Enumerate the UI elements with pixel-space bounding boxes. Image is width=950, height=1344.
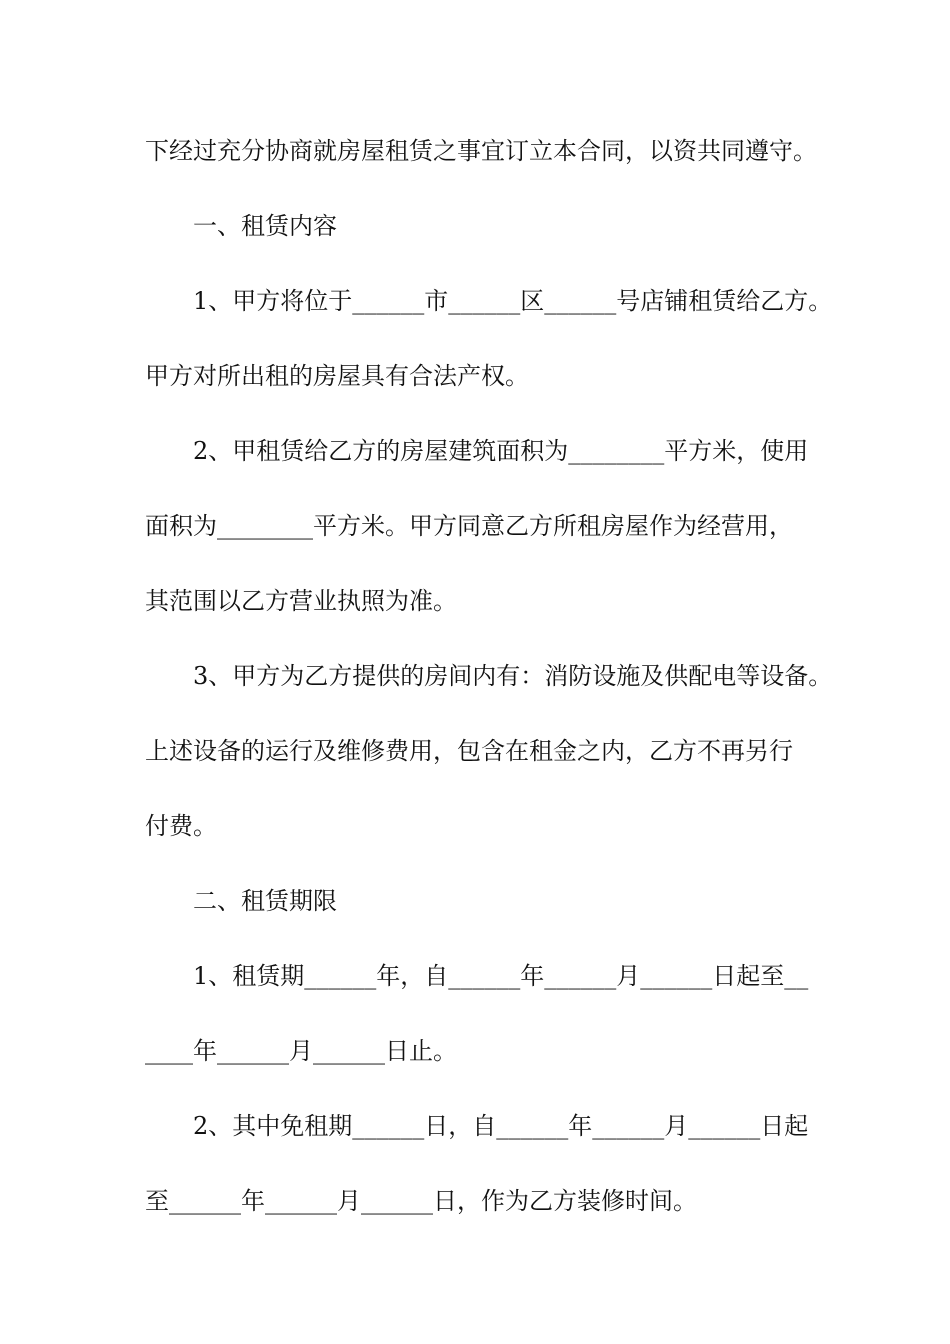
section-heading-rental-term: 二、租赁期限 [193, 887, 337, 915]
section-heading-rental-content: 一、租赁内容 [193, 212, 337, 240]
clause-3-line-3: 付费。 [145, 812, 217, 840]
clause-3-line-1: 3、甲方为乙方提供的房间内有：消防设施及供配电等设备。 [193, 662, 833, 690]
clause-2-line-2: 面积为________平方米。甲方同意乙方所租房屋作为经营用， [145, 512, 793, 540]
clause-2-line-1: 2、甲租赁给乙方的房屋建筑面积为________平方米，使用 [193, 437, 809, 465]
term-clause-2-line-2: 至______年______月______日，作为乙方装修时间。 [145, 1187, 697, 1215]
paragraph-line-intro-end: 下经过充分协商就房屋租赁之事宜订立本合同，以资共同遵守。 [145, 137, 817, 165]
clause-2-line-3: 其范围以乙方营业执照为准。 [145, 587, 457, 615]
clause-3-line-2: 上述设备的运行及维修费用，包含在租金之内，乙方不再另行 [145, 737, 793, 765]
term-clause-1-line-2: ____年______月______日止。 [145, 1037, 457, 1065]
term-clause-2-line-1: 2、其中免租期______日，自______年______月______日起 [193, 1112, 809, 1140]
term-clause-1-line-1: 1、租赁期______年，自______年______月______日起至__ [193, 962, 809, 990]
clause-1-line-1: 1、甲方将位于______市______区______号店铺租赁给乙方。 [193, 287, 833, 315]
clause-1-line-2: 甲方对所出租的房屋具有合法产权。 [145, 362, 529, 390]
